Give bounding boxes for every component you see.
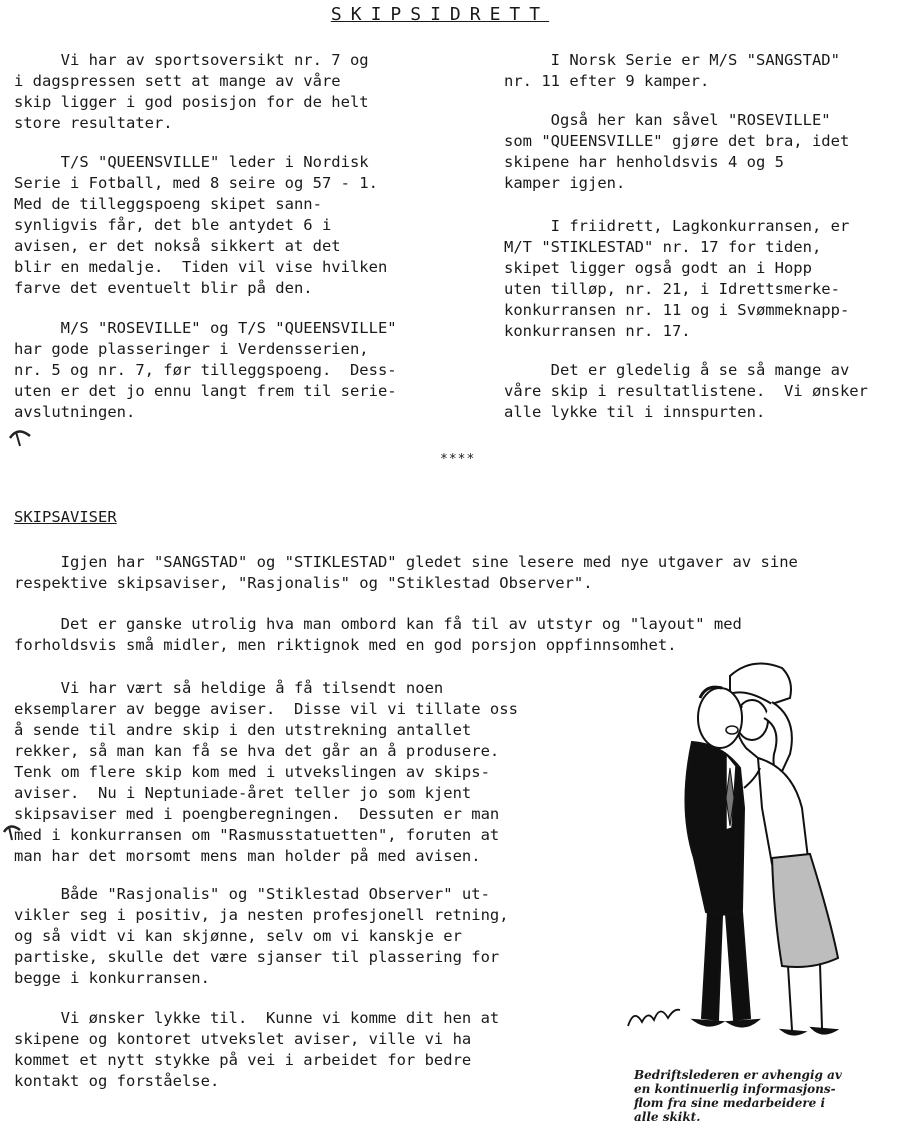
section-heading: SKIPSAVISER [14, 508, 117, 526]
paragraph-norsk-serie: I Norsk Serie er M/S "SANGSTAD" nr. 11 efter 9 kamper. [504, 51, 840, 90]
paragraph-closing: Vi ønsker lykke til. Kunne vi komme dit hen at skipene og kontoret utvekslet aviser, ville vi ha kommet et nytt stykke på vei i arbeidet for bedre kontakt og forståelse. [14, 1009, 500, 1090]
cartoon-caption: Bedriftslederen er avhengig av en kontinuerlig informasjons- flom fra sine medarbeidere i alle skikt. [634, 1068, 842, 1124]
paragraph-layout: Det er ganske utrolig hva man ombord kan få til av utstyr og "layout" med forholdsvis små midler, men riktignok med en god porsjon oppfinnsomhet. [14, 615, 742, 654]
scan-mark-icon [0, 818, 24, 844]
paragraph-results-wish: Det er gledelig å se så mange av våre skip i resultatlistene. Vi ønsker alle lykke til i innspurten. [504, 361, 868, 421]
cartoon-illustration [622, 658, 862, 1060]
paragraph-fleet-position: Vi har av sportsoversikt nr. 7 og i dagspressen sett at mange av våre skip ligger i god posisjon for de helt store resultater. [14, 51, 369, 132]
paragraph-roseville-queensville: Også her kan såvel "ROSEVILLE" som "QUEENSVILLE" gjøre det bra, idet skipene har henholdsvis 4 og 5 kamper igjen. [504, 111, 850, 192]
paragraph-exchange: Vi har vært så heldige å få tilsendt noen eksemplarer av begge aviser. Disse vil vi tillate oss å sende til andre skip i den utstrekning antallet rekker, så man kan få se hva det går an å produsere. Tenk om flere skip kom med i utvekslingen av skips- aviser. Nu i Neptuniade-året teller jo som kjent skipsaviser med i poengberegningen. Dessuten er man med i konkurransen om "Rasmusstatuetten", foruten at man har det morsomt mens man holder på med avisen. [14, 679, 518, 865]
paragraph-world-series: M/S "ROSEVILLE" og T/S "QUEENSVILLE" har gode plasseringer i Verdensserien, nr. 5 og nr. 7, før tilleggspoeng. Dess- uten er det jo ennu langt frem til serie- avslutningen. [14, 319, 397, 421]
paragraph-new-editions: Igjen har "SANGSTAD" og "STIKLESTAD" gledet sine lesere med nye utgaver av sine respektive skipsaviser, "Rasjonalis" og "Stiklestad Observer". [14, 553, 798, 592]
page-title: SKIPSIDRETT [330, 4, 550, 25]
paragraph-athletics: I friidrett, Lagkonkurransen, er M/T "STIKLESTAD" nr. 17 for tiden, skipet ligger også godt an i Hopp uten tilløp, nr. 21, i Idrettsmerke- konkurransen nr. 11 og i Svømmeknapp- konkurransen nr. 17. [504, 217, 850, 340]
section-separator: **** [440, 452, 476, 467]
scan-mark-icon [0, 418, 40, 452]
paragraph-development: Både "Rasjonalis" og "Stiklestad Observer" ut- vikler seg i positiv, ja nesten profesjonell retning, og så vidt vi kan skjønne, selv om vi kanskje er partiske, skulle det være sjanser til plassering for begge i konkurransen. [14, 885, 509, 987]
paragraph-queensville-football: T/S "QUEENSVILLE" leder i Nordisk Serie i Fotball, med 8 seire og 57 - 1. Med de tilleggspoeng skipet sann- synligvis får, det ble antydet 6 i avisen, er det nokså sikkert at det blir en medalje. Tiden vil vise hvilken farve det eventuelt blir på den. [14, 153, 388, 297]
